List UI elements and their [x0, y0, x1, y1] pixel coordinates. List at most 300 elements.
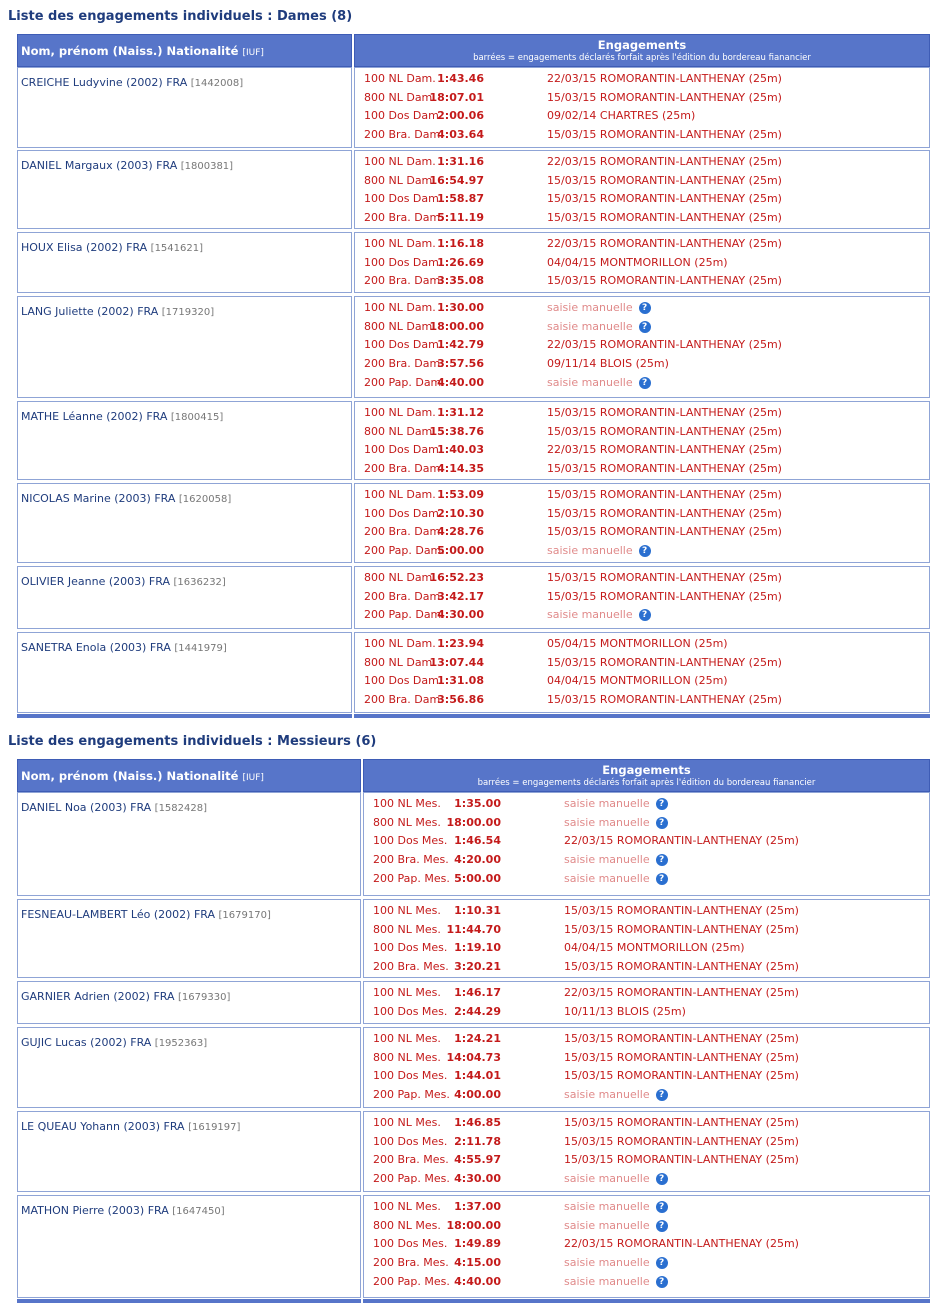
entry-time: 1:46.85	[454, 1116, 501, 1129]
entry-event: 200 Bra. Dam.	[364, 128, 444, 142]
entry-time: 1:37.00	[454, 1200, 501, 1213]
entry-event: 800 NL Dam.	[364, 571, 436, 584]
entry-row	[373, 904, 933, 922]
entry-event: 200 Pap. Mes.	[373, 1172, 450, 1186]
entry-time: 3:20.21	[454, 960, 501, 974]
entry-place	[564, 941, 745, 954]
entry-row	[373, 1256, 933, 1274]
entry-event: 100 Dos Dam.	[364, 192, 443, 206]
engagements-table	[17, 34, 930, 719]
info-icon[interactable]: ?	[656, 873, 668, 885]
swimmer-name-cell	[17, 296, 352, 398]
entry-place	[547, 637, 728, 650]
entry-event: 100 NL Mes.	[373, 1032, 441, 1045]
entry-place-text: 09/02/14 CHARTRES (25m)	[547, 109, 696, 123]
entry-place-text: 04/04/15 MONTMORILLON (25m)	[547, 674, 728, 688]
table-footer-bar-left	[17, 714, 352, 718]
entry-time: 1:31.08	[437, 674, 484, 688]
entry-row	[364, 357, 924, 375]
swimmer-name-cell	[17, 566, 352, 629]
entry-row	[364, 237, 924, 255]
table-footer-bar-right	[354, 714, 930, 718]
entry-place	[547, 274, 782, 287]
entry-event: 100 NL Dam.	[364, 301, 436, 314]
swimmer-iuf: [1636232]	[173, 577, 226, 588]
entry-place-text: 15/03/15 ROMORANTIN-LANTHENAY (25m)	[564, 922, 799, 936]
entry-event: 100 NL Dam.	[364, 637, 436, 650]
swimmer-name-cell	[17, 401, 352, 480]
swimmer-entries-cell	[354, 150, 930, 229]
info-icon[interactable]: ?	[656, 1089, 668, 1101]
entry-place	[547, 462, 782, 475]
entry-place	[564, 986, 799, 999]
entry-place	[564, 1005, 686, 1018]
entry-row	[364, 443, 924, 461]
entry-place	[564, 1032, 799, 1045]
entry-place-text: 10/11/13 BLOIS (25m)	[564, 1004, 686, 1018]
entry-place-text: saisie manuelle	[564, 815, 650, 829]
header-iuf-text: [IUF]	[242, 48, 264, 58]
swimmer-iuf: [1441979]	[174, 643, 227, 654]
entry-row	[373, 853, 933, 871]
entry-place-text: 09/11/14 BLOIS (25m)	[547, 357, 669, 371]
entry-place-text: saisie manuelle	[564, 1200, 650, 1213]
entry-event: 100 NL Mes.	[373, 986, 441, 999]
entry-place-text: 22/03/15 ROMORANTIN-LANTHENAY (25m)	[547, 237, 782, 250]
entry-place	[547, 590, 782, 603]
entry-row	[364, 109, 924, 127]
column-header-name	[17, 34, 352, 67]
entry-place-text: 15/03/15 ROMORANTIN-LANTHENAY (25m)	[547, 90, 782, 104]
entry-row	[364, 274, 924, 292]
entry-time: 14:04.73	[446, 1050, 501, 1064]
entry-place-text: 15/03/15 ROMORANTIN-LANTHENAY (25m)	[547, 424, 782, 438]
entry-place-text: 15/03/15 ROMORANTIN-LANTHENAY (25m)	[547, 211, 782, 225]
entry-row	[373, 872, 933, 890]
entry-row	[373, 960, 933, 978]
entry-time: 1:16.18	[437, 237, 484, 250]
entry-event: 100 NL Mes.	[373, 797, 441, 810]
entry-place	[547, 406, 782, 419]
swimmer-entries-cell	[354, 296, 930, 398]
entry-place-text: 04/04/15 MONTMORILLON (25m)	[547, 255, 728, 269]
entry-place-text: saisie manuelle	[547, 608, 633, 622]
entry-place-text: 15/03/15 ROMORANTIN-LANTHENAY (25m)	[547, 462, 782, 476]
entry-event: 200 Bra. Mes.	[373, 853, 449, 867]
swimmer-iuf: [1679170]	[218, 910, 271, 921]
table-footer-bar-left	[17, 1299, 361, 1303]
swimmer-entries-cell	[363, 899, 930, 978]
entry-row	[364, 674, 924, 692]
entry-event: 100 NL Mes.	[373, 1116, 441, 1129]
swimmer-entries-cell	[354, 232, 930, 293]
swimmer-name	[21, 76, 243, 89]
swimmer-name	[21, 990, 230, 1003]
column-header-engagements	[363, 759, 930, 792]
entry-event: 200 Bra. Mes.	[373, 960, 449, 974]
entry-row	[373, 1153, 933, 1171]
entry-event: 100 Dos Mes.	[373, 1237, 448, 1251]
info-icon[interactable]: ?	[656, 1220, 668, 1232]
swimmer-name-cell	[17, 150, 352, 229]
entry-row	[373, 1088, 933, 1106]
header-engagements-title: Engagements	[602, 763, 691, 777]
entry-event: 100 Dos Mes.	[373, 1069, 448, 1083]
entry-time: 5:00.00	[454, 871, 501, 885]
entry-time: 4:40.00	[437, 375, 484, 389]
entry-place	[564, 904, 799, 917]
entry-place	[547, 357, 669, 370]
swimmer-name-cell	[17, 792, 361, 896]
entry-time: 4:28.76	[437, 525, 484, 539]
entry-place	[547, 656, 782, 669]
entry-event: 100 NL Dam.	[364, 237, 436, 250]
entry-event: 200 Pap. Dam.	[364, 375, 445, 389]
entry-row	[364, 155, 924, 173]
entry-event: 200 Bra. Dam.	[364, 462, 444, 476]
entry-event: 800 NL Dam.	[364, 90, 436, 104]
entry-place	[547, 320, 651, 333]
entry-time: 18:00.00	[446, 815, 501, 829]
entry-time: 4:30.00	[437, 608, 484, 622]
entry-place	[547, 376, 651, 389]
swimmer-name-text: OLIVIER Jeanne (2003) FRA	[21, 575, 170, 588]
entry-row	[364, 544, 924, 562]
swimmer-name-text: NICOLAS Marine (2003) FRA	[21, 492, 176, 505]
entry-row	[373, 986, 933, 1004]
entry-place-text: 22/03/15 ROMORANTIN-LANTHENAY (25m)	[547, 155, 782, 168]
entry-place-text: saisie manuelle	[564, 853, 650, 867]
swimmer-iuf: [1800415]	[170, 412, 224, 423]
entry-place	[564, 1153, 799, 1166]
entry-time: 4:00.00	[454, 1088, 501, 1102]
entry-row	[364, 462, 924, 480]
entry-time: 4:55.97	[454, 1153, 501, 1167]
info-icon[interactable]: ?	[656, 798, 668, 810]
column-header-engagements	[354, 34, 930, 67]
swimmer-name-text: DANIEL Noa (2003) FRA	[21, 801, 152, 814]
entry-row	[364, 174, 924, 192]
entry-place	[547, 256, 728, 269]
entry-place-text: 15/03/15 ROMORANTIN-LANTHENAY (25m)	[564, 960, 799, 974]
entry-row	[364, 320, 924, 338]
entry-row	[373, 1275, 933, 1293]
entry-place	[564, 816, 668, 829]
entry-place	[564, 872, 668, 885]
entry-event: 200 Pap. Mes.	[373, 1088, 450, 1102]
swimmer-entries-cell	[354, 632, 930, 713]
swimmer-name-cell	[17, 1027, 361, 1108]
swimmer-name-text: HOUX Elisa (2002) FRA	[21, 241, 148, 254]
swimmer-entries-cell	[354, 401, 930, 480]
entry-row	[373, 1116, 933, 1134]
swimmer-name-text: MATHE Léanne (2002) FRA	[21, 410, 168, 423]
entry-time: 1:49.89	[454, 1237, 501, 1251]
entry-row	[373, 1237, 933, 1255]
entry-place	[564, 1135, 799, 1148]
entry-time: 2:00.06	[437, 109, 484, 123]
entry-place	[547, 608, 651, 621]
entry-place-text: 22/03/15 ROMORANTIN-LANTHENAY (25m)	[564, 1237, 799, 1251]
info-icon[interactable]: ?	[656, 817, 668, 829]
entry-place-text: saisie manuelle	[564, 1088, 650, 1102]
entry-place-text: saisie manuelle	[564, 1256, 650, 1270]
entry-place	[564, 923, 799, 936]
entry-place	[547, 544, 651, 557]
entry-time: 1:35.00	[454, 797, 501, 810]
info-icon[interactable]: ?	[639, 609, 651, 621]
entry-place-text: saisie manuelle	[564, 797, 650, 810]
entry-place	[547, 237, 782, 250]
info-icon[interactable]: ?	[639, 302, 651, 314]
entry-place-text: 15/03/15 ROMORANTIN-LANTHENAY (25m)	[547, 525, 782, 539]
entry-place	[564, 1219, 668, 1232]
info-icon[interactable]: ?	[656, 1201, 668, 1213]
entry-event: 100 Dos Dam.	[364, 255, 443, 269]
entry-place-text: 15/03/15 ROMORANTIN-LANTHENAY (25m)	[547, 192, 782, 206]
entry-event: 200 Pap. Mes.	[373, 1274, 450, 1288]
entry-place-text: 22/03/15 ROMORANTIN-LANTHENAY (25m)	[547, 443, 782, 457]
info-icon[interactable]: ?	[656, 854, 668, 866]
entry-place-text: 15/03/15 ROMORANTIN-LANTHENAY (25m)	[547, 693, 782, 707]
entry-time: 1:44.01	[454, 1069, 501, 1083]
entry-row	[364, 656, 924, 674]
entry-row	[373, 834, 933, 852]
entry-time: 2:44.29	[454, 1004, 501, 1018]
entry-time: 1:43.46	[437, 72, 484, 85]
header-iuf-text: [IUF]	[242, 773, 264, 783]
entry-row	[373, 1069, 933, 1087]
entry-row	[373, 923, 933, 941]
entry-event: 800 NL Dam.	[364, 319, 436, 333]
entry-row	[364, 571, 924, 589]
entry-time: 1:46.17	[454, 986, 501, 999]
swimmer-iuf: [1679330]	[178, 992, 231, 1003]
engagements-table	[17, 759, 930, 1304]
entry-event: 100 Dos Mes.	[373, 1004, 448, 1018]
entry-time: 11:44.70	[446, 922, 501, 936]
entry-row	[373, 1005, 933, 1023]
swimmer-entries-cell	[354, 566, 930, 629]
entry-time: 4:03.64	[437, 128, 484, 142]
entry-place-text: 15/03/15 ROMORANTIN-LANTHENAY (25m)	[564, 1069, 799, 1083]
swimmer-name	[21, 492, 231, 505]
entry-event: 200 Bra. Dam.	[364, 357, 444, 371]
entry-time: 1:40.03	[437, 443, 484, 457]
swimmer-entries-cell	[354, 67, 930, 148]
entry-place-text: saisie manuelle	[547, 375, 633, 389]
swimmer-iuf: [1582428]	[154, 803, 208, 814]
swimmer-name	[21, 1120, 240, 1133]
entry-place	[564, 1051, 799, 1064]
entry-time: 18:00.00	[446, 1218, 501, 1232]
entry-row	[364, 211, 924, 229]
swimmer-entries-cell	[363, 1027, 930, 1108]
entry-time: 1:31.12	[437, 406, 484, 419]
header-engagements-note: barrées = engagements déclarés forfait après l'édition du bordereau fianancier	[473, 53, 811, 63]
column-header-name-label	[21, 769, 264, 783]
entry-time: 3:57.56	[437, 357, 484, 371]
entry-time: 4:30.00	[454, 1172, 501, 1186]
swimmer-iuf: [1719320]	[161, 307, 215, 318]
entry-place-text: 22/03/15 ROMORANTIN-LANTHENAY (25m)	[547, 72, 782, 85]
entry-time: 4:14.35	[437, 462, 484, 476]
entry-place-text: 22/03/15 ROMORANTIN-LANTHENAY (25m)	[547, 338, 782, 352]
swimmer-iuf: [1442008]	[190, 78, 244, 89]
entry-event: 200 Bra. Dam.	[364, 274, 444, 288]
entry-place-text: saisie manuelle	[547, 544, 633, 558]
swimmer-name-cell	[17, 632, 352, 713]
entry-place-text: 15/03/15 ROMORANTIN-LANTHENAY (25m)	[547, 571, 782, 584]
entry-row	[364, 376, 924, 394]
entry-place-text: 15/03/15 ROMORANTIN-LANTHENAY (25m)	[547, 128, 782, 142]
info-icon[interactable]: ?	[639, 377, 651, 389]
entry-row	[364, 338, 924, 356]
entry-place-text: 15/03/15 ROMORANTIN-LANTHENAY (25m)	[564, 1116, 799, 1129]
entry-time: 1:10.31	[454, 904, 501, 917]
info-icon[interactable]: ?	[639, 545, 651, 557]
swimmer-name-cell	[17, 1195, 361, 1298]
section-title: Liste des engagements individuels : Messieurs (6)	[8, 734, 377, 749]
entry-event: 100 NL Mes.	[373, 1200, 441, 1213]
entry-place	[564, 960, 799, 973]
entry-time: 18:07.01	[429, 90, 484, 104]
entry-time: 1:24.21	[454, 1032, 501, 1045]
entry-place	[564, 1275, 668, 1288]
entry-place	[547, 211, 782, 224]
entry-event: 800 NL Mes.	[373, 1218, 441, 1232]
entry-row	[364, 425, 924, 443]
entry-time: 18:00.00	[429, 319, 484, 333]
swimmer-entries-cell	[354, 483, 930, 563]
entry-place	[564, 1200, 668, 1213]
entry-time: 4:20.00	[454, 853, 501, 867]
entry-place-text: 15/03/15 ROMORANTIN-LANTHENAY (25m)	[547, 173, 782, 187]
entry-place	[564, 1172, 668, 1185]
entry-time: 1:19.10	[454, 941, 501, 955]
entry-place	[547, 192, 782, 205]
entry-place-text: 15/03/15 ROMORANTIN-LANTHENAY (25m)	[564, 1050, 799, 1064]
swimmer-name-text: LE QUEAU Yohann (2003) FRA	[21, 1120, 185, 1133]
entry-place	[547, 128, 782, 141]
entry-place-text: saisie manuelle	[547, 301, 633, 314]
entry-place	[547, 155, 782, 168]
swimmer-name-text: DANIEL Margaux (2003) FRA	[21, 159, 178, 172]
entry-event: 100 NL Dam.	[364, 488, 436, 501]
entry-place	[564, 1256, 668, 1269]
entry-place-text: 15/03/15 ROMORANTIN-LANTHENAY (25m)	[547, 506, 782, 520]
entry-row	[373, 797, 933, 815]
swimmer-name	[21, 159, 233, 172]
entry-place	[547, 72, 782, 85]
entry-time: 16:52.23	[429, 571, 484, 584]
header-name-text: Nom, prénom (Naiss.) Nationalité	[21, 44, 239, 58]
entry-time: 4:40.00	[454, 1274, 501, 1288]
entry-event: 800 NL Dam.	[364, 424, 436, 438]
swimmer-entries-cell	[363, 1111, 930, 1192]
entry-place	[564, 1116, 799, 1129]
entry-event: 200 Bra. Dam.	[364, 211, 444, 225]
entry-event: 800 NL Mes.	[373, 1050, 441, 1064]
entry-place	[547, 338, 782, 351]
swimmer-name-text: MATHON Pierre (2003) FRA	[21, 1204, 169, 1217]
entry-time: 2:10.30	[437, 506, 484, 520]
swimmer-iuf: [1620058]	[178, 494, 232, 505]
entry-place-text: 15/03/15 ROMORANTIN-LANTHENAY (25m)	[564, 1153, 799, 1167]
entry-time: 16:54.97	[429, 173, 484, 187]
entry-time: 1:30.00	[437, 301, 484, 314]
entry-event: 100 Dos Dam.	[364, 109, 443, 123]
entry-place	[547, 571, 782, 584]
entry-event: 200 Bra. Mes.	[373, 1256, 449, 1270]
entry-time: 2:11.78	[454, 1134, 501, 1148]
swimmer-name	[21, 908, 271, 921]
swimmer-name-cell	[17, 67, 352, 148]
entry-time: 5:11.19	[437, 211, 484, 225]
entry-event: 100 Dos Dam.	[364, 443, 443, 457]
swimmer-name	[21, 1204, 225, 1217]
entry-time: 3:35.08	[437, 274, 484, 288]
entry-event: 100 NL Mes.	[373, 904, 441, 917]
entry-place	[547, 91, 782, 104]
swimmer-iuf: [1800381]	[180, 161, 234, 172]
swimmer-name	[21, 241, 203, 254]
entry-event: 100 NL Dam.	[364, 155, 436, 168]
swimmer-name	[21, 641, 227, 654]
entry-time: 5:00.00	[437, 544, 484, 558]
swimmer-entries-cell	[363, 792, 930, 896]
entry-place-text: 15/03/15 ROMORANTIN-LANTHENAY (25m)	[564, 1032, 799, 1045]
entry-row	[373, 941, 933, 959]
entry-event: 200 Pap. Dam.	[364, 544, 445, 558]
swimmer-name	[21, 305, 214, 318]
entry-row	[364, 91, 924, 109]
section-title: Liste des engagements individuels : Dames (8)	[8, 9, 353, 24]
entry-row	[364, 192, 924, 210]
entry-place-text: 04/04/15 MONTMORILLON (25m)	[564, 941, 745, 955]
entry-time: 4:15.00	[454, 1256, 501, 1270]
entry-row	[373, 1200, 933, 1218]
entry-time: 1:23.94	[437, 637, 484, 650]
entry-row	[364, 406, 924, 424]
entry-place-text: saisie manuelle	[564, 871, 650, 885]
header-name-text: Nom, prénom (Naiss.) Nationalité	[21, 769, 239, 783]
entry-place	[547, 425, 782, 438]
entry-row	[373, 1135, 933, 1153]
info-icon[interactable]: ?	[656, 1276, 668, 1288]
swimmer-name	[21, 1036, 207, 1049]
swimmer-name-text: GUJIC Lucas (2002) FRA	[21, 1036, 152, 1049]
info-icon[interactable]: ?	[639, 321, 651, 333]
entry-place-text: 15/03/15 ROMORANTIN-LANTHENAY (25m)	[547, 655, 782, 669]
header-engagements-title: Engagements	[597, 38, 687, 52]
info-icon[interactable]: ?	[656, 1257, 668, 1269]
column-header-name-label	[21, 44, 264, 58]
entry-place	[547, 109, 695, 122]
entry-time: 1:46.54	[454, 834, 501, 848]
entry-row	[373, 1172, 933, 1190]
swimmer-name-text: CREICHE Ludyvine (2002) FRA	[21, 76, 188, 89]
info-icon[interactable]: ?	[656, 1173, 668, 1185]
entry-row	[373, 1051, 933, 1069]
header-engagements-note: barrées = engagements déclarés forfait après l'édition du bordereau fianancier	[477, 778, 816, 788]
entry-place-text: saisie manuelle	[564, 1274, 650, 1288]
swimmer-name-cell	[17, 899, 361, 978]
entry-place	[547, 525, 782, 538]
entry-time: 1:53.09	[437, 488, 484, 501]
entry-event: 200 Bra. Dam.	[364, 525, 444, 539]
swimmer-name	[21, 575, 226, 588]
